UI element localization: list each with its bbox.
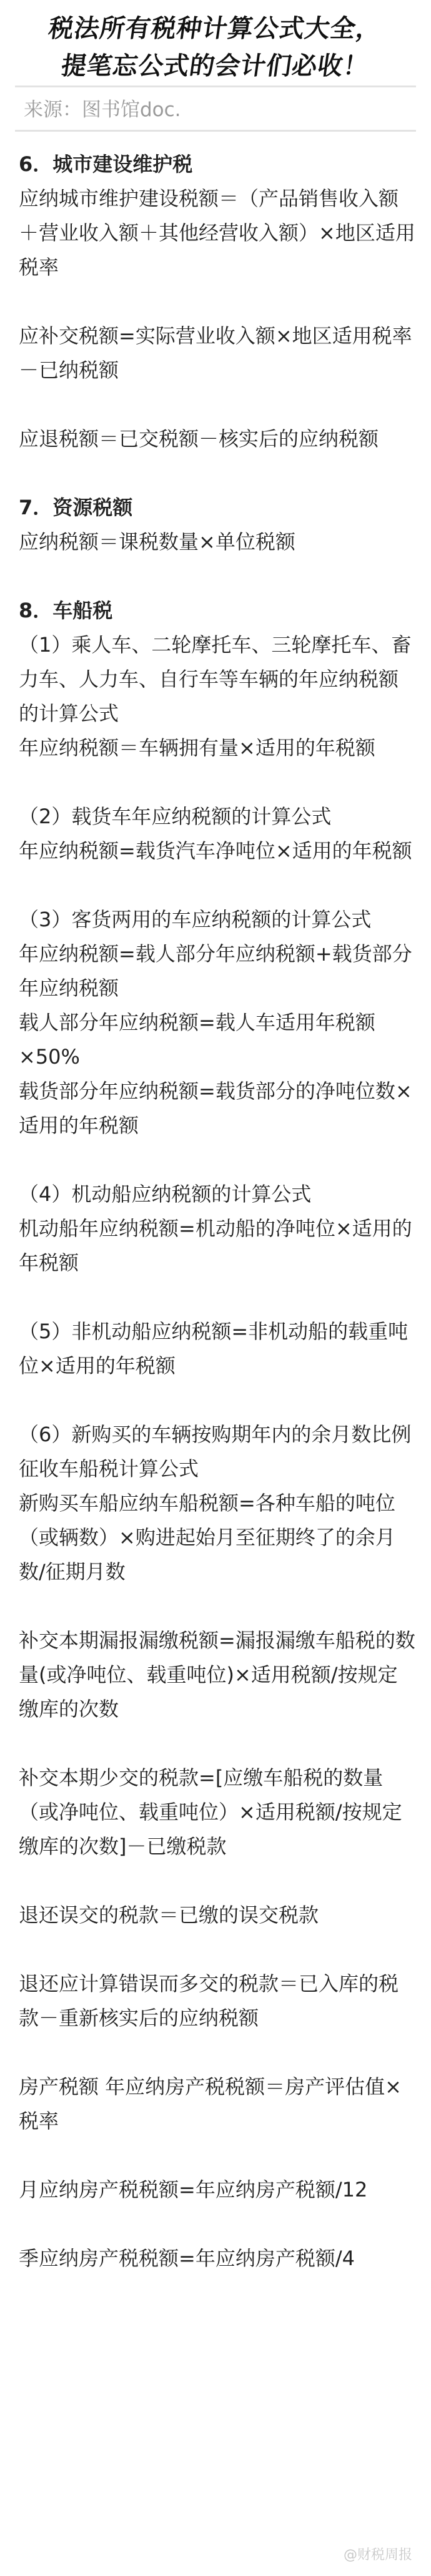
paragraph-line: 应纳城市维护建设税额＝（产品销售收入额＋营业收入额＋其他经营收入额）×地区适用税率 xyxy=(19,187,415,279)
paragraph-line: 年应纳税额=载货汽车净吨位×适用的年税额 xyxy=(19,839,412,863)
paragraph-line: 年应纳税额＝车辆拥有量×适用的年税额 xyxy=(19,736,375,760)
paragraph-line: 载货部分年应纳税额=载货部分的净吨位数×适用的年税额 xyxy=(19,1079,412,1137)
paragraph xyxy=(19,1418,416,1589)
paragraph-line: （2）载货车年应纳税额的计算公式 xyxy=(19,805,332,828)
paragraph xyxy=(19,800,416,868)
source-line: 来源：图书馆doc. xyxy=(24,99,181,121)
page-header xyxy=(0,0,431,87)
paragraph-line: 机动船年应纳税额=机动船的净吨位×适用的年税额 xyxy=(19,1217,412,1275)
paragraph xyxy=(19,1315,416,1383)
section-heading: 7．资源税额 xyxy=(19,496,133,519)
paragraph-line: （3）客货两用的车应纳税额的计算公式 xyxy=(19,908,372,931)
section-heading: 6．城市建设维护税 xyxy=(19,152,193,176)
paragraph xyxy=(19,903,416,1143)
section-heading: 8．车船税 xyxy=(19,599,113,622)
paragraph xyxy=(19,2070,416,2138)
paragraph-line: 补交本期漏报漏缴税额=漏报漏缴车船税的数量(或净吨位、载重吨位)×适用税额/按规定缴库的次数 xyxy=(19,1628,415,1721)
paragraph xyxy=(19,1177,416,1280)
paragraph xyxy=(19,147,416,285)
paragraph xyxy=(19,2241,416,2276)
divider xyxy=(15,86,416,87)
paragraph-line: 应补交税额=实际营业收入额×地区适用税率－已纳税额 xyxy=(19,324,412,382)
paragraph-line: 补交本期少交的税款=[应缴车船税的数量（或净吨位、载重吨位）×适用税额/按规定缴库的次数]－已缴税款 xyxy=(19,1766,402,1858)
paragraph-line: 退还应计算错误而多交的税款＝已入库的税款－重新核实后的应纳税额 xyxy=(19,1972,399,2030)
paragraph-line: 新购买车船应纳车船税额=各种车船的吨位（或辆数）×购进起始月至征期终了的余月数/征期月数 xyxy=(19,1491,395,1584)
title-line-1: 税法所有税种计算公式大全， xyxy=(46,14,384,43)
paragraph-line: （1）乘人车、二轮摩托车、三轮摩托车、畜力车、人力车、自行车等车辆的年应纳税额的计算公式 xyxy=(19,633,412,725)
paragraph-line: 应退税额＝已交税额－核实后的应纳税额 xyxy=(19,427,379,451)
paragraph-line: （5）非机动船应纳税额=非机动船的载重吨位×适用的年税额 xyxy=(19,1320,409,1378)
paragraph xyxy=(19,1967,416,2035)
paragraph-line: 应纳税额＝课税数量×单位税额 xyxy=(19,530,295,554)
paragraph xyxy=(19,491,416,559)
paragraph xyxy=(19,422,416,456)
paragraph-line: 房产税额 年应纳房产税税额＝房产评估值×税率 xyxy=(19,2075,402,2133)
paragraph-line: 季应纳房产税税额=年应纳房产税额/4 xyxy=(19,2246,355,2270)
paragraph-line: （6）新购买的车辆按购期年内的余月数比例征收车船税计算公式 xyxy=(19,1423,412,1481)
paragraph xyxy=(19,319,416,388)
article-body xyxy=(19,147,416,2310)
paragraph-line: 载人部分年应纳税额=载人车适用年税额×50% xyxy=(19,1011,375,1069)
divider xyxy=(15,130,416,132)
paragraph-line: 月应纳房产税税额=年应纳房产税额/12 xyxy=(19,2178,368,2201)
paragraph-line: （4）机动船应纳税额的计算公式 xyxy=(19,1182,312,1206)
paragraph xyxy=(19,594,416,765)
paragraph xyxy=(19,1761,416,1864)
title-line-2: 提笔忘公式的会计们必收！ xyxy=(59,52,371,81)
paragraph xyxy=(19,2173,416,2207)
watermark: @财税周报 xyxy=(343,2547,412,2563)
paragraph-line: 年应纳税额=载人部分年应纳税额+载货部分年应纳税额 xyxy=(19,942,412,1000)
paragraph xyxy=(19,1623,416,1726)
paragraph-line: 退还误交的税款＝已缴的误交税款 xyxy=(19,1903,319,1927)
paragraph xyxy=(19,1898,416,1932)
